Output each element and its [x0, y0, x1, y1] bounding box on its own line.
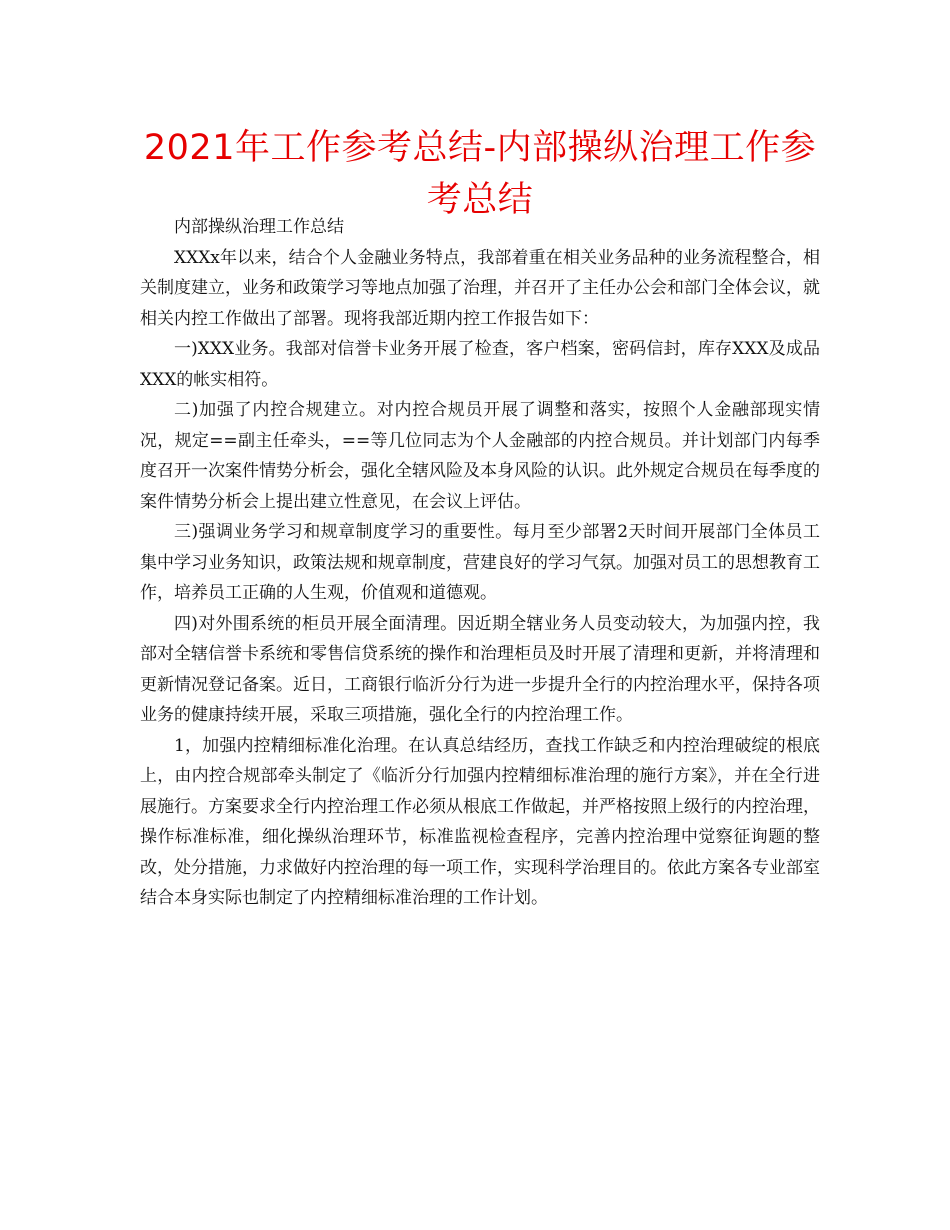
paragraph-section-2: 二)加强了内控合规建立。对内控合规员开展了调整和落实，按照个人金融部现实情况，规定==副主任牵头，==等几位同志为个人金融部的内控合规员。并计划部门内每季度召开一次案件情势分析会，强化全辖风险及本身风险的认识。此外规定合规员在每季度的案件情势分析会上提出建立性意见，在会议上评估。	[140, 400, 820, 512]
paragraph-section-1: 一)XXX业务。我部对信誉卡业务开展了检查，客户档案，密码信封，库存XXX及成品XXX的帐实相符。	[140, 339, 820, 390]
paragraph-section-4: 四)对外围系统的柜员开展全面清理。因近期全辖业务人员变动较大，为加强内控，我部对全辖信誉卡系统和零售信贷系统的操作和治理柜员及时开展了清理和更新，并将清理和更新情况登记备案。近日，工商银行临沂分行为进一步提升全行的内控治理水平，保持各项业务的健康持续开展，采取三项措施，强化全行的内控治理工作。	[140, 613, 820, 725]
paragraph-subtitle: 内部操纵治理工作总结	[174, 217, 344, 237]
document-title: 2021年工作参考总结-内部操纵治理工作参考总结	[143, 128, 817, 220]
document-body	[140, 212, 820, 914]
paragraph-intro: XXXx年以来，结合个人金融业务特点，我部着重在相关业务品种的业务流程整合，相关制度建立，业务和政策学习等地点加强了治理，并召开了主任办公会和部门全体会议，就相关内控工作做出了部署。现将我部近期内控工作报告如下：	[140, 247, 820, 329]
paragraph-section-3: 三)强调业务学习和规章制度学习的重要性。每月至少部署2天时间开展部门全体员工集中学习业务知识，政策法规和规章制度，营建良好的学习气氛。加强对员工的思想教育工作，培养员工正确的人生观，价值观和道德观。	[140, 522, 820, 603]
paragraph-measure-1: 1，加强内控精细标准化治理。在认真总结经历，查找工作缺乏和内控治理破绽的根底上，由内控合规部牵头制定了《临沂分行加强内控精细标准治理的施行方案》，并在全行进展施行。方案要求全行内控治理工作必须从根底工作做起，并严格按照上级行的内控治理，操作标准标准，细化操纵治理环节，标准监视检查程序，完善内控治理中觉察征询题的整改，处分措施，力求做好内控治理的每一项工作，实现科学治理目的。依此方案各专业部室结合本身实际也制定了内控精细标准治理的工作计划。	[140, 735, 820, 908]
